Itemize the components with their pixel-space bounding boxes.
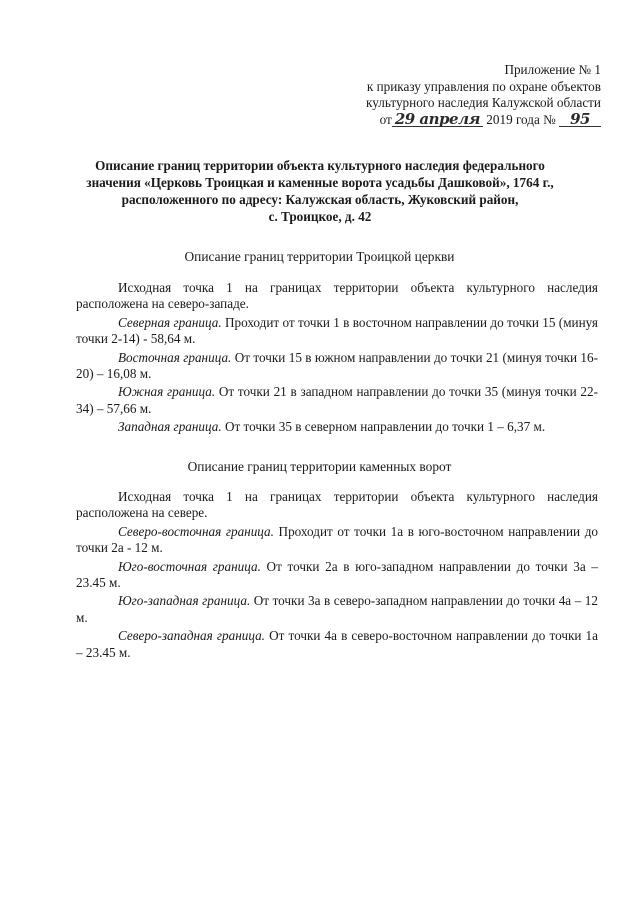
northwest-boundary-text: От точки 4а в северо-восточном направлении до точки 1а – 23.45 м.: [76, 628, 598, 660]
south-boundary-label: Южная граница.: [118, 384, 216, 400]
west-boundary-label: Западная граница.: [118, 419, 222, 435]
gates-southeast-boundary: [76, 559, 598, 592]
church-section-heading: Описание границ территории Троицкой церкви: [184, 249, 455, 264]
south-boundary-text: От точки 21 в западном направлении до точки 35 (минуя точки 22-34) – 57,66 м.: [76, 384, 599, 416]
gates-southwest-boundary: [76, 593, 598, 626]
church-east-boundary: [76, 350, 598, 383]
annex-order-reference: к приказу управления по охране объектов: [366, 78, 601, 94]
east-boundary-text: От точки 15 в южном направлении до точки 21 (минуя точки 16-20) – 16,08 м.: [76, 349, 599, 382]
title-line-2: значения «Церковь Троицкая и каменные ворота усадьбы Дашковой», 1764 г.,: [86, 175, 554, 190]
southwest-boundary-text: От точки 3а в северо-западном направлении до точки 4а – 12 м.: [76, 593, 598, 625]
southeast-boundary-text: От точки 2а в юго-западном направлении до точки 3а – 23.45 м.: [76, 558, 598, 591]
order-prefix: от: [379, 111, 392, 127]
church-start-point: Исходная точка 1 на границах территории объекта культурного наследия расположена на северо-западе.: [76, 280, 598, 312]
title-line-3: расположенного по адресу: Калужская область, Жуковский район,: [121, 192, 519, 207]
gates-section-heading: Описание границ территории каменных ворот: [187, 459, 452, 474]
handwritten-order-number: 95: [559, 112, 601, 127]
annex-number: Приложение № 1: [504, 62, 601, 77]
northeast-boundary-label: Северо-восточная граница.: [118, 523, 274, 539]
order-year: 2019 года №: [486, 111, 556, 127]
title-line-1: Описание границ территории объекта культурного наследия федерального: [95, 158, 545, 173]
church-south-boundary: [76, 384, 598, 417]
church-north-boundary: [76, 315, 598, 348]
north-boundary-text: Проходит от точки 1 в восточном направлении до точки 15 (минуя точки 2-14) - 58,64 м.: [76, 314, 598, 347]
southwest-boundary-label: Юго-западная граница.: [118, 593, 251, 609]
church-west-boundary: [76, 419, 598, 435]
church-section-body: [76, 280, 598, 438]
gates-start-point: Исходная точка 1 на границах территории объекта культурного наследия расположена на севере.: [76, 489, 598, 521]
gates-section-body: [76, 489, 598, 663]
gates-northeast-boundary: [76, 524, 598, 557]
gates-northwest-boundary: [76, 628, 598, 661]
title-line-4: с. Троицкое, д. 42: [268, 209, 372, 224]
north-boundary-label: Северная граница.: [118, 314, 222, 330]
west-boundary-text: От точки 35 в северном направлении до точки 1 – 6,37 м.: [221, 419, 546, 435]
annex-order-date-line: [366, 109, 601, 129]
east-boundary-label: Восточная граница.: [118, 349, 232, 365]
northeast-boundary-text: Проходит от точки 1а в юго-восточном направлении до точки 2а - 12 м.: [76, 523, 599, 556]
document-title: [60, 157, 580, 225]
southeast-boundary-label: Юго-восточная граница.: [118, 558, 261, 574]
annex-authority: культурного наследия Калужской области: [366, 95, 601, 110]
northwest-boundary-label: Северо-западная граница.: [118, 628, 265, 644]
annex-header: [366, 62, 601, 128]
handwritten-date: 29 апреля: [392, 112, 483, 127]
